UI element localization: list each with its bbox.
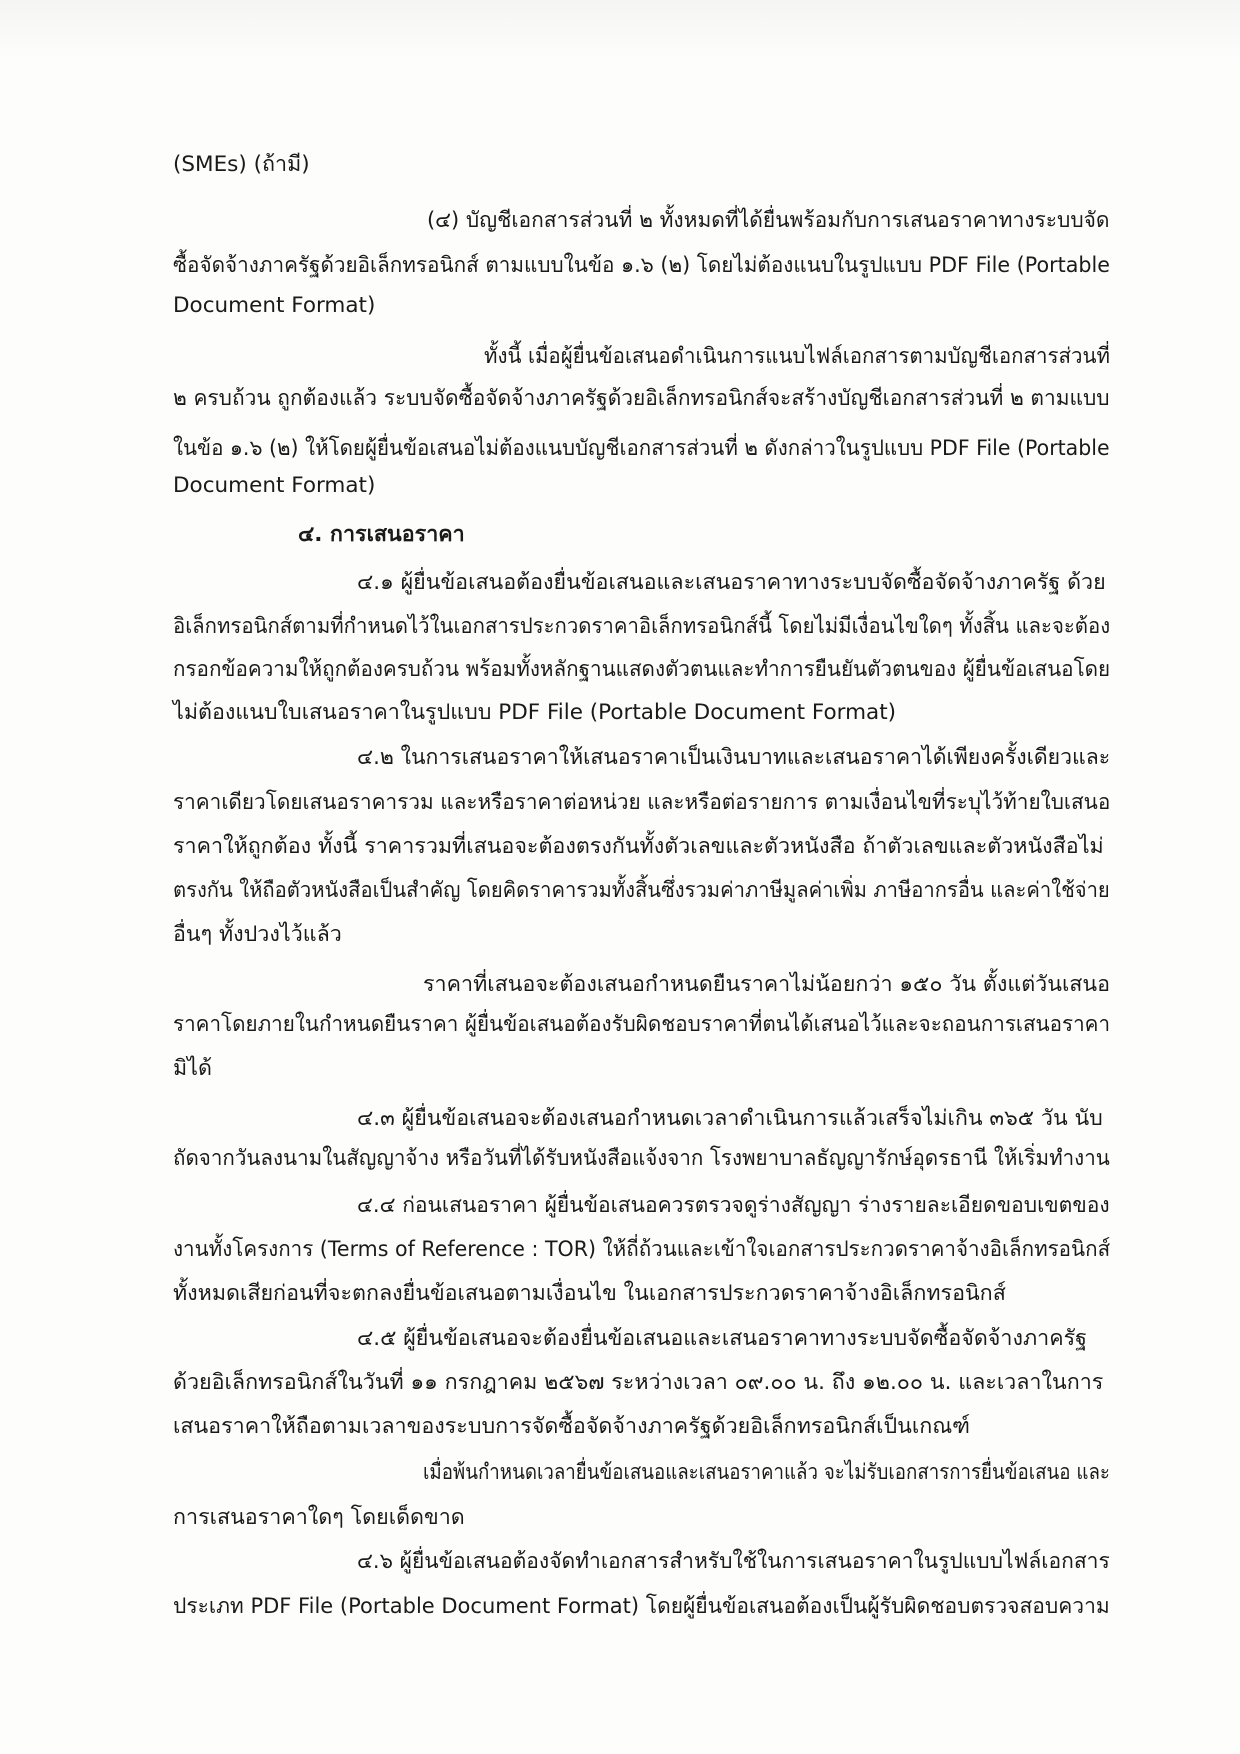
text-line: เมื่อพ้นกำหนดเวลายื่นข้อเสนอและเสนอราคาแล้ว จะไม่รับเอกสารการยื่นข้อเสนอ และ (423, 1460, 1110, 1485)
text-line: เสนอราคาให้ถือตามเวลาของระบบการจัดซื้อจัดจ้างภาครัฐด้วยอิเล็กทรอนิกส์เป็นเกณฑ์ (173, 1414, 971, 1439)
text-line: อิเล็กทรอนิกส์ตามที่กำหนดไว้ในเอกสารประกวดราคาอิเล็กทรอนิกส์นี้ โดยไม่มีเงื่อนไขใดๆ ทั้งสิ้น และจะต้อง (173, 614, 1111, 639)
text-line: การเสนอราคาใดๆ โดยเด็ดขาด (173, 1505, 465, 1530)
text-line: ๔.๑ ผู้ยื่นข้อเสนอต้องยื่นข้อเสนอและเสนอราคาทางระบบจัดซื้อจัดจ้างภาครัฐ ด้วย (357, 570, 1106, 595)
scan-shadow (0, 0, 1240, 60)
text-line: ในข้อ ๑.๖ (๒) ให้โดยผู้ยื่นข้อเสนอไม่ต้องแนบบัญชีเอกสารส่วนที่ ๒ ดังกล่าวในรูปแบบ PDF File (Portable (173, 436, 1110, 461)
text-line: มิได้ (173, 1056, 212, 1081)
text-line: อื่นๆ ทั้งปวงไว้แล้ว (173, 922, 342, 947)
text-line: ทั้งหมดเสียก่อนที่จะตกลงยื่นข้อเสนอตามเงื่อนไข ในเอกสารประกวดราคาจ้างอิเล็กทรอนิกส์ (173, 1281, 1006, 1306)
text-line: ไม่ต้องแนบใบเสนอราคาในรูปแบบ PDF File (Portable Document Format) (173, 700, 897, 725)
text-line: ตรงกัน ให้ถือตัวหนังสือเป็นสำคัญ โดยคิดราคารวมทั้งสิ้นซึ่งรวมค่าภาษีมูลค่าเพิ่ม ภาษีอากรอื่น และค่าใช้จ่าย (173, 878, 1110, 903)
text-line: ราคาที่เสนอจะต้องเสนอกำหนดยืนราคาไม่น้อยกว่า ๑๕๐ วัน ตั้งแต่วันเสนอ (423, 972, 1111, 997)
text-line: งานทั้งโครงการ (Terms of Reference : TOR) ให้ถี่ถ้วนและเข้าใจเอกสารประกวดราคาจ้างอิเล็กทรอนิกส์ (173, 1237, 1111, 1262)
text-line: Document Format) (173, 293, 376, 318)
section-heading: ๔. การเสนอราคา (298, 522, 465, 547)
text-line: ซื้อจัดจ้างภาครัฐด้วยอิเล็กทรอนิกส์ ตามแบบในข้อ ๑.๖ (๒) โดยไม่ต้องแนบในรูปแบบ PDF File (Portable (173, 253, 1111, 278)
text-line: ถัดจากวันลงนามในสัญญาจ้าง หรือวันที่ได้รับหนังสือแจ้งจาก โรงพยาบาลธัญญารักษ์อุดรธานี ให้เริ่มทำงาน (173, 1146, 1110, 1171)
text-line: ๔.๕ ผู้ยื่นข้อเสนอจะต้องยื่นข้อเสนอและเสนอราคาทางระบบจัดซื้อจัดจ้างภาครัฐ (357, 1326, 1088, 1351)
text-line: (SMEs) (ถ้ามี) (173, 152, 310, 177)
text-line: ราคาโดยภายในกำหนดยืนราคา ผู้ยื่นข้อเสนอต้องรับผิดชอบราคาที่ตนได้เสนอไว้และจะถอนการเสนอราคา (173, 1012, 1111, 1037)
text-line: Document Format) (173, 473, 376, 498)
text-line: ๔.๔ ก่อนเสนอราคา ผู้ยื่นข้อเสนอควรตรวจดูร่างสัญญา ร่างรายละเอียดขอบเขตของ (357, 1193, 1110, 1218)
text-line: ประเภท PDF File (Portable Document Format) โดยผู้ยื่นข้อเสนอต้องเป็นผู้รับผิดชอบตรวจสอบความ (173, 1594, 1110, 1619)
text-line: ๔.๖ ผู้ยื่นข้อเสนอต้องจัดทำเอกสารสำหรับใช้ในการเสนอราคาในรูปแบบไฟล์เอกสาร (357, 1549, 1110, 1574)
text-line: ทั้งนี้ เมื่อผู้ยื่นข้อเสนอดำเนินการแนบไฟล์เอกสารตามบัญชีเอกสารส่วนที่ (484, 344, 1110, 369)
text-line: ราคาเดียวโดยเสนอราคารวม และหรือราคาต่อหน่วย และหรือต่อรายการ ตามเงื่อนไขที่ระบุไว้ท้ายใบเสนอ (173, 790, 1111, 815)
text-line: (๔) บัญชีเอกสารส่วนที่ ๒ ทั้งหมดที่ได้ยื่นพร้อมกับการเสนอราคาทางระบบจัด (427, 208, 1110, 233)
text-line: กรอกข้อความให้ถูกต้องครบถ้วน พร้อมทั้งหลักฐานแสดงตัวตนและทำการยืนยันตัวตนของ ผู้ยื่นข้อเสนอโดย (173, 657, 1111, 682)
text-line: ราคาให้ถูกต้อง ทั้งนี้ ราคารวมที่เสนอจะต้องตรงกันทั้งตัวเลขและตัวหนังสือ ถ้าตัวเลขและตัวหนังสือไม่ (173, 834, 1104, 859)
text-line: ๔.๓ ผู้ยื่นข้อเสนอจะต้องเสนอกำหนดเวลาดำเนินการแล้วเสร็จไม่เกิน ๓๖๕ วัน นับ (357, 1106, 1103, 1131)
text-line: ๒ ครบถ้วน ถูกต้องแล้ว ระบบจัดซื้อจัดจ้างภาครัฐด้วยอิเล็กทรอนิกส์จะสร้างบัญชีเอกสารส่วนที่ ๒ ตามแบบ (173, 386, 1110, 411)
text-line: ๔.๒ ในการเสนอราคาให้เสนอราคาเป็นเงินบาทและเสนอราคาได้เพียงครั้งเดียวและ (357, 745, 1111, 770)
text-line: ด้วยอิเล็กทรอนิกส์ในวันที่ ๑๑ กรกฎาคม ๒๕๖๗ ระหว่างเวลา ๐๙.๐๐ น. ถึง ๑๒.๐๐ น. และเวลาในการ (173, 1370, 1104, 1395)
